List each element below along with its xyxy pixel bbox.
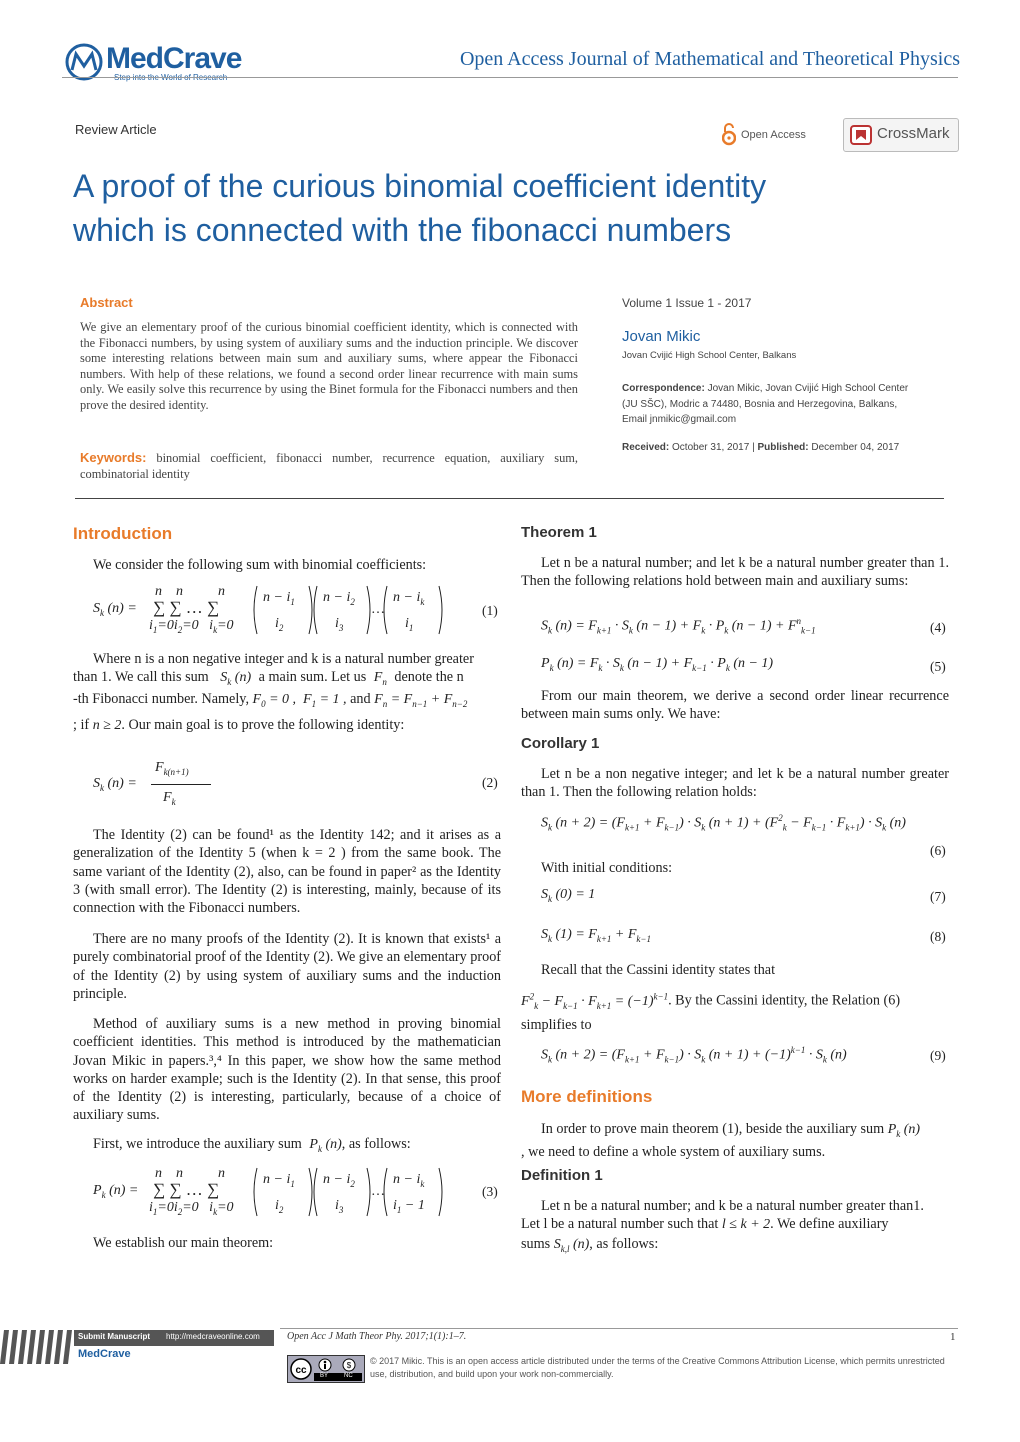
more-definitions-heading: More definitions [521, 1087, 653, 1106]
equation-3-number: (3) [482, 1184, 498, 1199]
intro-paragraph-2 [73, 650, 501, 736]
more-def-text-a: In order to prove main theorem (1), beside the auxiliary sum [541, 1121, 885, 1137]
volume-info: Volume 1 Issue 1 - 2017 [622, 296, 752, 310]
crossmark-button[interactable] [843, 118, 959, 152]
license-text: © 2017 Mikic. This is an open access article distributed under the terms of the Creative Commons Attribution License, which permits unrestricted use, distribution, and build upon your work non-commercially. [370, 1356, 945, 1379]
footer-brand: MedCrave [78, 1348, 131, 1360]
abstract-heading: Abstract [80, 295, 133, 310]
keywords-list: binomial coefficient, fibonacci number, recurrence equation, auxiliary sum, combinatorial identity [80, 451, 578, 481]
cc-license-badge[interactable] [287, 1355, 365, 1383]
open-access-label: Open Access [741, 129, 806, 141]
svg-text:cc: cc [295, 1365, 307, 1376]
theorem-1-text: Let n be a natural number; and let k be a natural number greater than 1. Then the following relations hold between main and auxiliary sums: [521, 555, 949, 590]
article-title-line-2: which is connected with the fibonacci numbers [73, 212, 732, 248]
p2-line-3: -th Fibonacci number. Namely, $F_0 = 0$ , $F_1 = 1$ , and $F_n = F_{n-1} + F_{n-2}$ [73, 691, 468, 710]
theorem-1-heading: Theorem 1 [521, 524, 597, 541]
intro-paragraph-3: The Identity (2) can be found¹ as the Identity 142; and it arises as a generalization of the Identity 5 (when k = 2 ) from the same book. The same variant of the Identity (2), also, can be found in paper² as the Identity 3 (with small error). The Identity (2) is interesting, mainly, because of its connection with the Fibonacci numbers. [73, 827, 501, 917]
author-affiliation: Jovan Cvijić High School Center, Balkans [622, 350, 797, 361]
equation-2-number: (2) [482, 775, 498, 790]
logo-text: MedCrave [106, 42, 242, 75]
noncommercial-icon [340, 1358, 358, 1372]
equation-9: $S_k$ $(n + 2) = (F_{k+1} + F_{k-1}) \cdot S_k$ $(n + 1) + (-1)^{k-1} \cdot S_k$ (n) [541, 1045, 847, 1065]
abstract-text: We give an elementary proof of the curious binomial coefficient identity, which is connected with the Fibonacci numbers, by using system of auxiliary sums and the induction principle. We discover some interesting relations between main sum and auxiliary sums, where appear the Fibonacci numbers. With help of these relations, we found a second order linear recurrence with main sums only. We easily solve this recurrence by using the Binet formula for the Fibonacci numbers and then prove the desired identity. [80, 320, 578, 412]
article-title-line-1: A proof of the curious binomial coefficient identity [73, 168, 767, 204]
cc-by-label: BY [320, 1373, 329, 1379]
crossmark-label: CrossMark [877, 125, 950, 142]
p2-text-e: -th Fibonacci number. Namely, [73, 691, 249, 708]
p2-line-1: Where n is a non negative integer and k is a natural number greater [93, 651, 474, 667]
equation-9-number: (9) [930, 1048, 946, 1063]
equation-1-number: (1) [482, 603, 498, 618]
equation-8: $S_k$ $(1) = F_{k+1} + F_{k-1}$ [541, 927, 651, 944]
p2-text-f: ; if [73, 717, 90, 734]
def-text-d: sums [521, 1235, 551, 1252]
keywords-label: Keywords: [80, 450, 147, 465]
cc-nc-label: NC [344, 1373, 353, 1379]
definition-1-text: Let n be a natural number; and k be a natural number greater than1. Let l be a natural number such that l ≤ k + 2. We define auxiliary sums $S_{k,l}$ (n), as follows: [521, 1197, 949, 1258]
equation-8-number: (8) [930, 929, 946, 944]
page-number: 1 [950, 1331, 956, 1343]
theorem-1-followup: From our main theorem, we derive a second order linear recurrence between main sums only. We have: [521, 688, 949, 723]
p2-text-g: . Our main goal is to prove the following identity: [121, 717, 405, 734]
def-text-e: , as follows: [589, 1235, 659, 1252]
def-text-c: . We define auxiliary [770, 1216, 889, 1233]
corollary-1-heading: Corollary 1 [521, 735, 600, 752]
author-email[interactable]: jnmikic@gmail.com [649, 414, 737, 425]
intro-paragraph-6: First, we introduce the auxiliary sum $P_k$ (n), as follows: [93, 1136, 411, 1154]
equation-6-number: (6) [930, 843, 946, 858]
intro-paragraph-7: We establish our main theorem: [93, 1235, 274, 1251]
creative-commons-icon [290, 1358, 312, 1380]
correspondence-label: Correspondence: [622, 383, 705, 394]
initial-conditions-label: With initial conditions: [541, 860, 673, 876]
p2-text-c: a main sum. Let us [258, 669, 367, 686]
def-text-b: Let l be a natural number such that [521, 1216, 719, 1233]
header-rule [62, 77, 958, 78]
p6-text-b: , as follows: [341, 1136, 411, 1152]
equation-5: $P_k$ $(n) = F_k \cdot S_k$ $(n - 1) + F_{k-1} \cdot P_k$ (n − 1) [541, 656, 774, 673]
crossmark-icon [850, 125, 872, 145]
article-type: Review Article [75, 122, 157, 137]
p2-text-b: than 1. We call this sum [73, 669, 209, 686]
equation-1: $S_k$ (n) = n n n ∑ ∑ … ∑ $i_1=0i_2=0$ $i_k=0$ $n - i_1$ $i_2$ $n - i_2$ $i_3$ … $n - i_k$ $i_1$ [93, 584, 503, 638]
equation-5-number: (5) [930, 659, 946, 674]
correspondence [622, 381, 922, 428]
submit-banner[interactable] [0, 1330, 274, 1364]
equation-4: $S_k$ $(n) = F_{k+1} \cdot S_k$ $(n - 1) + F_k \cdot P_k$ $(n - 1) + F^n_{k-1}$ [541, 616, 816, 636]
equation-3: $P_k$ (n) = n n n ∑ ∑ … ∑ $i_1=0i_2=0$ $i_k=0$ $n - i_1$ $i_2$ $n - i_2$ $i_3$ … $n - i_k$ $i_1 - 1$ [93, 1166, 503, 1220]
p6-text: First, we introduce the auxiliary sum [93, 1136, 302, 1152]
definition-1-heading: Definition 1 [521, 1167, 603, 1184]
intro-paragraph-1: We consider the following sum with binomial coefficients: [93, 557, 427, 573]
footer-rule [280, 1328, 958, 1329]
correspondence-text: Jovan Mikic, Jovan Cvijić High School Center (JU SŠC), Modric a 74480, Bosnia and Herzegovina, Balkans, Email [622, 383, 909, 425]
p2-text-d: denote the n [394, 669, 464, 686]
footer-url[interactable]: http://medcraveonline.com [166, 1332, 260, 1341]
journal-title: Open Access Journal of Mathematical and Theoretical Physics [459, 48, 960, 70]
equation-4-number: (4) [930, 620, 946, 635]
submit-manuscript-link[interactable]: Submit Manuscript [78, 1332, 151, 1341]
p2-line-4: ; if n ≥ 2. Our main goal is to prove the following identity: [73, 717, 405, 734]
p2-line-2: than 1. We call this sum $S_k$ (n) a main sum. Let us $F_n$ denote the n [73, 669, 464, 688]
equation-2: $F_{k(n+1)}$ $S_k$ (n) = $F_k$ [93, 760, 293, 810]
intro-paragraph-5: Method of auxiliary sums is a new method in proving binomial coefficient identities. This method is introduced by the mathematician Jovan Mikic in papers.³,⁴ In this paper, we show how the same method works on harder example; such is the Identity (2). In that sense, this proof of the Identity (2) is interesting, particularly, because of a choice of auxiliary sums. [73, 1016, 501, 1124]
barcode-stripes-icon [0, 1330, 74, 1364]
published-label: Published: [757, 442, 809, 453]
keywords [80, 450, 578, 482]
published-date: December 04, 2017 [808, 442, 900, 453]
publisher-logo[interactable] [62, 42, 262, 82]
footer-citation: Open Acc J Math Theor Phy. 2017;1(1):1–7. [287, 1331, 467, 1342]
simplifies-label: simplifies to [521, 1017, 592, 1033]
abstract-rule [75, 498, 944, 499]
dates [622, 442, 899, 453]
cassini-text: . By the Cassini identity, the Relation (6) [668, 992, 901, 1009]
cassini-intro: Recall that the Cassini identity states that [541, 962, 776, 978]
equation-6: $S_k$ $(n + 2) = (F_{k+1} + F_{k-1}) \cdot S_k$ $(n + 1) + (F^2_k - F_{k-1} \cdot F_{k+1}) \cdot S_k$ (n) [541, 813, 906, 833]
equation-7: $S_k$ (0) = 1 [541, 887, 596, 904]
introduction-heading: Introduction [73, 524, 173, 543]
more-def-text-b: , we need to define a whole system of auxiliary sums. [521, 1144, 826, 1161]
def-text-a: Let n be a natural number; and k be a natural number greater than1. [541, 1198, 924, 1214]
equation-7-number: (7) [930, 889, 946, 904]
more-definitions-text: In order to prove main theorem (1), beside the auxiliary sum $P_k$ (n) , we need to define a whole system of auxiliary sums. [521, 1120, 949, 1161]
svg-text:$: $ [346, 1361, 352, 1370]
corollary-1-text: Let n be a non negative integer; and let k be a natural number greater than 1. Then the following relation holds: [521, 766, 949, 801]
author-name: Jovan Mikic [622, 328, 701, 345]
medcrave-logo-icon [62, 42, 106, 82]
open-lock-icon [722, 122, 736, 146]
cassini-identity: $F^2_k - F_{k-1} \cdot F_{k+1} = (-1)^{k-1}$. By the Cassini identity, the Relation (6) [521, 991, 901, 1011]
received-date: October 31, 2017 | [669, 442, 758, 453]
received-label: Received: [622, 442, 670, 453]
attribution-icon [316, 1358, 334, 1372]
intro-paragraph-4: There are no many proofs of the Identity (2). It is known that exists¹ a purely combinatorial proof of the Identity (2). We give an elementary proof of the Identity (2) by using system of auxiliary sums and the induction principle. [73, 931, 502, 1002]
